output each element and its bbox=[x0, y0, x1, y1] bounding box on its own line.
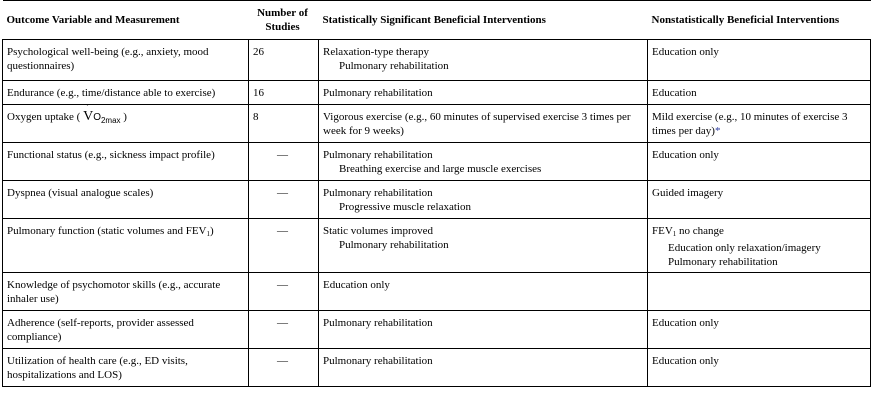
studies-cell: 26 bbox=[249, 40, 319, 81]
table-row bbox=[3, 181, 871, 219]
intervention: Mild exercise (e.g., 10 minutes of exercise 3 times per day)* bbox=[652, 111, 848, 137]
table-row bbox=[3, 349, 871, 387]
significant-cell bbox=[319, 105, 648, 143]
intervention: Pulmonary rehabilitation bbox=[323, 317, 433, 329]
header-nonsignificant: Nonstatistically Beneficial Interventions bbox=[648, 1, 871, 40]
studies-cell: — bbox=[249, 349, 319, 387]
intervention: Relaxation-type therapy bbox=[323, 46, 429, 58]
significant-cell bbox=[319, 219, 648, 273]
studies-cell: — bbox=[249, 143, 319, 181]
intervention: Pulmonary rehabilitation bbox=[323, 149, 433, 161]
intervention: Pulmonary rehabilitation bbox=[668, 256, 778, 268]
studies-cell: — bbox=[249, 311, 319, 349]
nonsignificant-cell bbox=[648, 81, 871, 105]
outcome-cell: Utilization of health care (e.g., ED visits, hospitalizations and LOS) bbox=[3, 349, 249, 387]
nonsignificant-cell bbox=[648, 273, 871, 311]
intervention: Education only bbox=[652, 46, 719, 58]
table-row bbox=[3, 105, 871, 143]
studies-cell: 16 bbox=[249, 81, 319, 105]
nonsignificant-cell bbox=[648, 219, 871, 273]
header-row bbox=[3, 1, 871, 40]
intervention: Static volumes improved bbox=[323, 225, 433, 237]
outcome-cell: Psychological well-being (e.g., anxiety, mood questionnaires) bbox=[3, 40, 249, 81]
header-significant: Statistically Significant Beneficial Interventions bbox=[319, 1, 648, 40]
table-row bbox=[3, 81, 871, 105]
table-row bbox=[3, 143, 871, 181]
significant-cell bbox=[319, 311, 648, 349]
outcome-cell bbox=[3, 105, 249, 143]
intervention: Pulmonary rehabilitation bbox=[323, 187, 433, 199]
outcome-cell: Adherence (self-reports, provider assessed compliance) bbox=[3, 311, 249, 349]
intervention: Vigorous exercise (e.g., 60 minutes of supervised exercise 3 times per week for 9 weeks) bbox=[323, 111, 631, 137]
intervention: Pulmonary rehabilitation bbox=[323, 87, 433, 99]
intervention: Progressive muscle relaxation bbox=[339, 201, 471, 213]
intervention: Pulmonary rehabilitation bbox=[339, 60, 449, 72]
outcome-cell: Functional status (e.g., sickness impact profile) bbox=[3, 143, 249, 181]
intervention: Education only bbox=[652, 355, 719, 367]
intervention: Pulmonary rehabilitation bbox=[339, 239, 449, 251]
header-outcome: Outcome Variable and Measurement bbox=[3, 1, 249, 40]
significant-cell bbox=[319, 273, 648, 311]
studies-cell: — bbox=[249, 219, 319, 273]
outcome-cell: Pulmonary function (static volumes and FEV1) bbox=[3, 219, 249, 273]
table-row bbox=[3, 311, 871, 349]
intervention: Education only bbox=[652, 149, 719, 161]
intervention: Education bbox=[652, 87, 697, 99]
studies-cell: — bbox=[249, 181, 319, 219]
nonsignificant-cell bbox=[648, 349, 871, 387]
nonsignificant-cell bbox=[648, 40, 871, 81]
oxygen-uptake-label: Oxygen uptake ( ˙ $VO_{2max}$ ) bbox=[7, 111, 127, 123]
intervention: Pulmonary rehabilitation bbox=[323, 355, 433, 367]
intervention: Guided imagery bbox=[652, 187, 724, 199]
nonsignificant-cell bbox=[648, 105, 871, 143]
outcome-cell: Knowledge of psychomotor skills (e.g., accurate inhaler use) bbox=[3, 273, 249, 311]
table-row bbox=[3, 219, 871, 273]
nonsignificant-cell bbox=[648, 181, 871, 219]
significant-cell bbox=[319, 40, 648, 81]
significant-cell bbox=[319, 349, 648, 387]
table-row bbox=[3, 40, 871, 81]
intervention: Education only bbox=[652, 317, 719, 329]
v-dot-symbol: ˙ V bbox=[83, 110, 93, 124]
intervention: Education only bbox=[323, 279, 390, 291]
nonsignificant-cell bbox=[648, 143, 871, 181]
nonsignificant-cell bbox=[648, 311, 871, 349]
interventions-table bbox=[2, 0, 871, 387]
footnote-asterisk[interactable]: * bbox=[714, 125, 721, 137]
intervention: Breathing exercise and large muscle exercises bbox=[339, 163, 542, 175]
table-row bbox=[3, 273, 871, 311]
significant-cell bbox=[319, 181, 648, 219]
intervention: Education only relaxation/imagery bbox=[668, 242, 821, 254]
outcome-cell: Dyspnea (visual analogue scales) bbox=[3, 181, 249, 219]
studies-cell: — bbox=[249, 273, 319, 311]
outcome-cell: Endurance (e.g., time/distance able to exercise) bbox=[3, 81, 249, 105]
significant-cell bbox=[319, 143, 648, 181]
significant-cell bbox=[319, 81, 648, 105]
intervention: FEV1 no change bbox=[652, 225, 724, 238]
header-studies: Number of Studies bbox=[249, 1, 319, 40]
studies-cell: 8 bbox=[249, 105, 319, 143]
